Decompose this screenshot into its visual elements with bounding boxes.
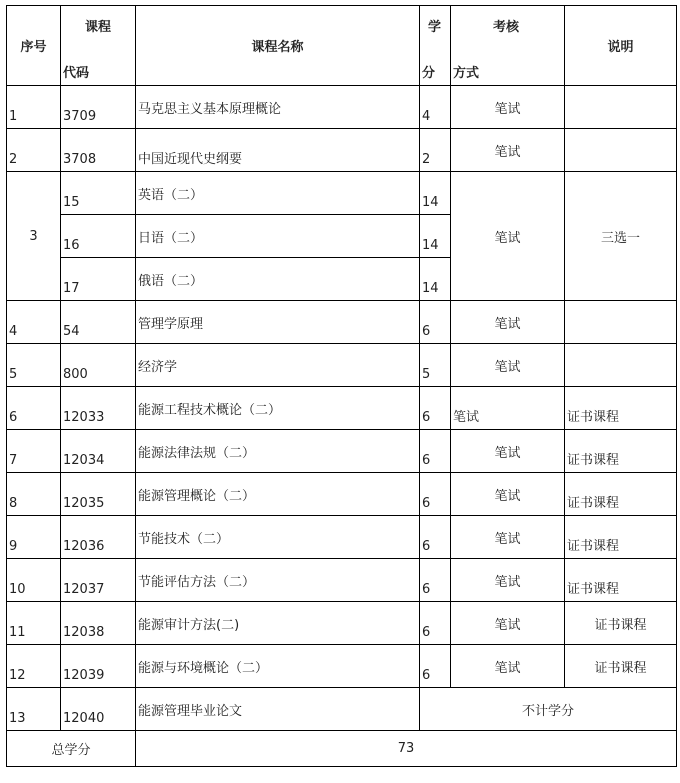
table-row: [7, 387, 677, 430]
cell-no: 11: [7, 602, 61, 645]
table-row: [7, 645, 677, 688]
table-row: [7, 86, 677, 129]
cell-no: 13: [7, 688, 61, 731]
table-row: [7, 516, 677, 559]
cell-credit: 6: [420, 301, 451, 344]
cell-note: [565, 301, 677, 344]
cell-note: [565, 129, 677, 172]
table-row: [7, 172, 677, 215]
cell-credit: 6: [420, 430, 451, 473]
cell-no: 4: [7, 301, 61, 344]
cell-name: 能源管理毕业论文: [136, 688, 420, 731]
cell-exam: 笔试: [451, 172, 565, 301]
header-credit: [420, 6, 451, 86]
cell-credit: 6: [420, 645, 451, 688]
cell-name: 管理学原理: [136, 301, 420, 344]
cell-note: 证书课程: [565, 473, 677, 516]
cell-exam: 不计学分: [420, 688, 677, 731]
header-exam-top: 考核: [493, 20, 520, 35]
cell-code: 12034: [61, 430, 136, 473]
cell-code: 3708: [61, 129, 136, 172]
cell-credit: 6: [420, 516, 451, 559]
cell-note: 证书课程: [565, 387, 677, 430]
cell-exam: 笔试: [451, 645, 565, 688]
cell-exam: 笔试: [451, 559, 565, 602]
cell-code: 800: [61, 344, 136, 387]
cell-code: 3709: [61, 86, 136, 129]
header-credit-top: 学: [428, 20, 442, 35]
cell-code: 12037: [61, 559, 136, 602]
cell-no: 5: [7, 344, 61, 387]
table-row: [7, 602, 677, 645]
cell-code: 17: [61, 258, 136, 301]
course-table: [6, 5, 677, 767]
cell-code: 54: [61, 301, 136, 344]
cell-credit: 14: [420, 172, 451, 215]
cell-no: 2: [7, 129, 61, 172]
cell-note: 证书课程: [565, 645, 677, 688]
cell-credit: 6: [420, 387, 451, 430]
table-header-row: [7, 6, 677, 86]
cell-note: 三选一: [565, 172, 677, 301]
cell-no: 6: [7, 387, 61, 430]
cell-code: 12038: [61, 602, 136, 645]
cell-no: 3: [7, 172, 61, 301]
cell-exam: 笔试: [451, 430, 565, 473]
total-row: [7, 731, 677, 767]
cell-name: 英语（二）: [136, 172, 420, 215]
cell-no: 7: [7, 430, 61, 473]
cell-name: 能源与环境概论（二）: [136, 645, 420, 688]
cell-credit: 4: [420, 86, 451, 129]
cell-code: 15: [61, 172, 136, 215]
cell-exam: 笔试: [451, 86, 565, 129]
cell-name: 经济学: [136, 344, 420, 387]
cell-code: 12040: [61, 688, 136, 731]
cell-exam: 笔试: [451, 387, 565, 430]
cell-name: 能源审计方法(二): [136, 602, 420, 645]
cell-no: 1: [7, 86, 61, 129]
table-row: [7, 688, 677, 731]
cell-credit: 6: [420, 473, 451, 516]
cell-exam: 笔试: [451, 602, 565, 645]
table-row: [7, 430, 677, 473]
header-code: [61, 6, 136, 86]
cell-note: 证书课程: [565, 430, 677, 473]
header-code-bottom: 代码: [63, 66, 90, 81]
table-row: [7, 473, 677, 516]
header-name: 课程名称: [136, 6, 420, 86]
header-note: 说明: [565, 6, 677, 86]
total-label: 总学分: [7, 731, 136, 767]
cell-name: 马克思主义基本原理概论: [136, 86, 420, 129]
cell-note: [565, 344, 677, 387]
cell-code: 12036: [61, 516, 136, 559]
cell-exam: 笔试: [451, 344, 565, 387]
cell-name: 节能评估方法（二）: [136, 559, 420, 602]
cell-name: 日语（二）: [136, 215, 420, 258]
cell-exam: 笔试: [451, 516, 565, 559]
cell-credit: 2: [420, 129, 451, 172]
cell-no: 12: [7, 645, 61, 688]
cell-note: [565, 86, 677, 129]
cell-name: 能源管理概论（二）: [136, 473, 420, 516]
total-value: 73: [136, 731, 677, 767]
cell-note: 证书课程: [565, 602, 677, 645]
cell-credit: 14: [420, 215, 451, 258]
cell-code: 12035: [61, 473, 136, 516]
cell-code: 12039: [61, 645, 136, 688]
table-row: [7, 559, 677, 602]
cell-name: 能源法律法规（二）: [136, 430, 420, 473]
header-exam-bottom: 方式: [453, 66, 480, 81]
cell-code: 16: [61, 215, 136, 258]
cell-credit: 14: [420, 258, 451, 301]
table-row: [7, 301, 677, 344]
table-row: [7, 129, 677, 172]
cell-no: 10: [7, 559, 61, 602]
cell-exam: 笔试: [451, 129, 565, 172]
header-code-top: 课程: [85, 20, 112, 35]
header-credit-bottom: 分: [422, 66, 436, 81]
cell-name: 中国近现代史纲要: [136, 129, 420, 172]
cell-name: 俄语（二）: [136, 258, 420, 301]
cell-note: 证书课程: [565, 559, 677, 602]
cell-credit: 6: [420, 559, 451, 602]
cell-name: 能源工程技术概论（二）: [136, 387, 420, 430]
cell-credit: 6: [420, 602, 451, 645]
cell-code: 12033: [61, 387, 136, 430]
cell-name: 节能技术（二）: [136, 516, 420, 559]
cell-no: 9: [7, 516, 61, 559]
cell-exam: 笔试: [451, 301, 565, 344]
header-no: 序号: [7, 6, 61, 86]
cell-no: 8: [7, 473, 61, 516]
table-row: [7, 344, 677, 387]
header-exam: [451, 6, 565, 86]
cell-exam: 笔试: [451, 473, 565, 516]
cell-credit: 5: [420, 344, 451, 387]
cell-note: 证书课程: [565, 516, 677, 559]
